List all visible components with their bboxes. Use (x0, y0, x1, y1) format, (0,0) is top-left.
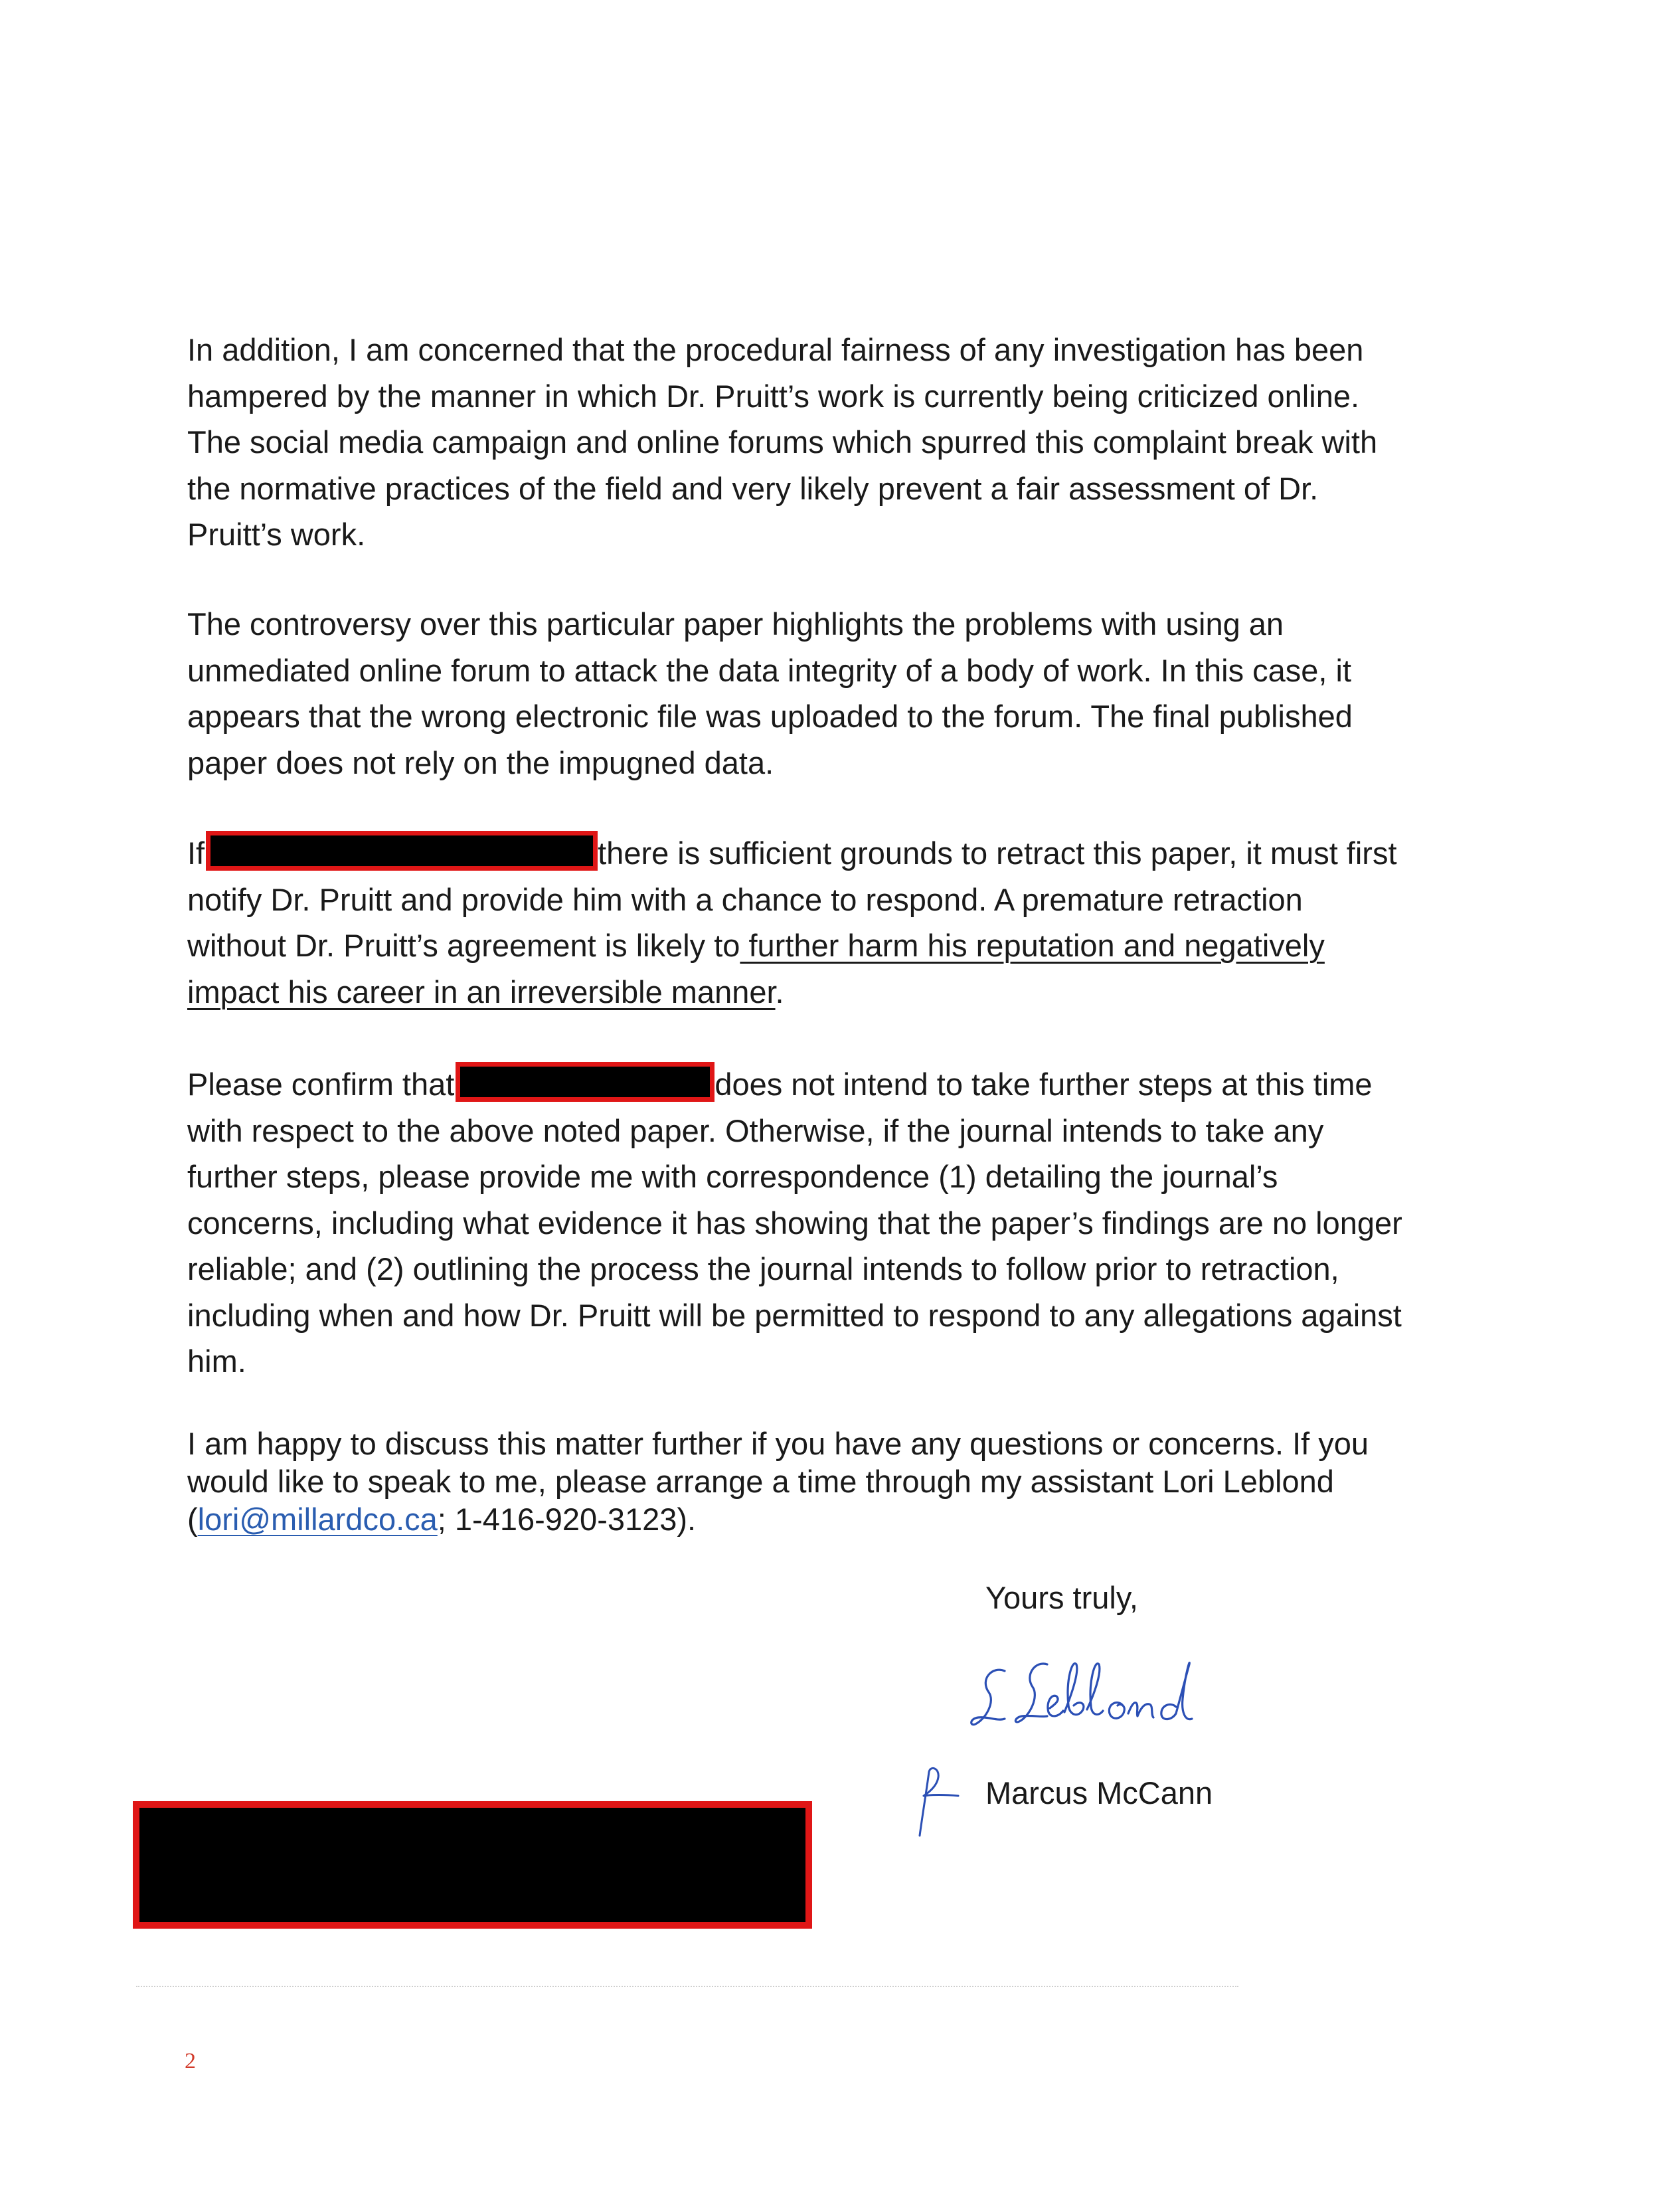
closing-salutation: Yours truly, (985, 1580, 1138, 1615)
text-line: with respect to the above noted paper. Otherwise, if the journal intends to take any (187, 1112, 1324, 1148)
underlined-text: further harm his reputation and negatively (740, 928, 1325, 963)
footer-divider (136, 1986, 1238, 1987)
redaction-block (133, 1801, 812, 1929)
text-line: him. (187, 1344, 246, 1379)
text-line: including when and how Dr. Pruitt will be permitted to respond to any allegations against (187, 1297, 1402, 1333)
text-line (187, 1061, 1515, 1108)
paragraph-retraction (187, 830, 1515, 1015)
text-fragment: does not intend to take further steps at this time (714, 1067, 1373, 1102)
text-fragment: without Dr. Pruitt’s agreement is likely to (187, 928, 740, 963)
paragraph-procedural-fairness (187, 327, 1515, 558)
text-line: Pruitt’s work. (187, 517, 366, 552)
text-line: hampered by the manner in which Dr. Pruitt’s work is currently being criticized online. (187, 378, 1360, 414)
text-line: concerns, including what evidence it has showing that the paper’s findings are no longer (187, 1205, 1402, 1241)
text-line: In addition, I am concerned that the procedural fairness of any investigation has been (187, 332, 1364, 367)
text-fragment: ( (187, 1502, 198, 1537)
text-line: the normative practices of the field and very likely prevent a fair assessment of Dr. (187, 470, 1319, 506)
paragraph-confirmation-request (187, 1061, 1515, 1385)
text-line: The controversy over this particular paper highlights the problems with using an (187, 606, 1284, 642)
redaction-box (456, 1062, 714, 1102)
redaction-box (206, 831, 598, 871)
text-line: notify Dr. Pruitt and provide him with a chance to respond. A premature retraction (187, 881, 1303, 917)
underlined-text: impact his career in an irreversible manner (187, 974, 776, 1009)
text-line: paper does not rely on the impugned data. (187, 745, 774, 780)
text-line: I am happy to discuss this matter further if you have any questions or concerns. If you (187, 1426, 1369, 1461)
text-line: further steps, please provide me with correspondence (1) detailing the journal’s (187, 1159, 1278, 1194)
text-fragment: Please confirm that (187, 1067, 455, 1102)
text-line (187, 922, 1515, 969)
text-line (187, 969, 1515, 1015)
text-fragment: ; 1-416-920-3123). (437, 1502, 697, 1537)
page-number: 2 (185, 2049, 196, 2073)
text-line: would like to speak to me, please arrange a time through my assistant Lori Leblond (187, 1464, 1334, 1499)
text-fragment: If (187, 835, 205, 871)
text-fragment: . (775, 974, 784, 1009)
text-line: reliable; and (2) outlining the process the journal intends to follow prior to retraction, (187, 1251, 1339, 1286)
text-line: The social media campaign and online forums which spurred this complaint break with (187, 424, 1378, 460)
initial-mark (906, 1763, 966, 1842)
handwritten-signature (966, 1652, 1252, 1752)
email-link[interactable]: lori@millardco.ca (197, 1502, 438, 1537)
text-fragment: there is sufficient grounds to retract this paper, it must first (598, 835, 1397, 871)
paragraph-contact (187, 1425, 1515, 1538)
text-line: appears that the wrong electronic file was uploaded to the forum. The final published (187, 699, 1353, 734)
text-line: unmediated online forum to attack the data integrity of a body of work. In this case, it (187, 652, 1352, 688)
text-line (187, 830, 1515, 877)
signer-name: Marcus McCann (985, 1775, 1213, 1810)
paragraph-controversy (187, 601, 1515, 786)
text-line (187, 1500, 1515, 1538)
